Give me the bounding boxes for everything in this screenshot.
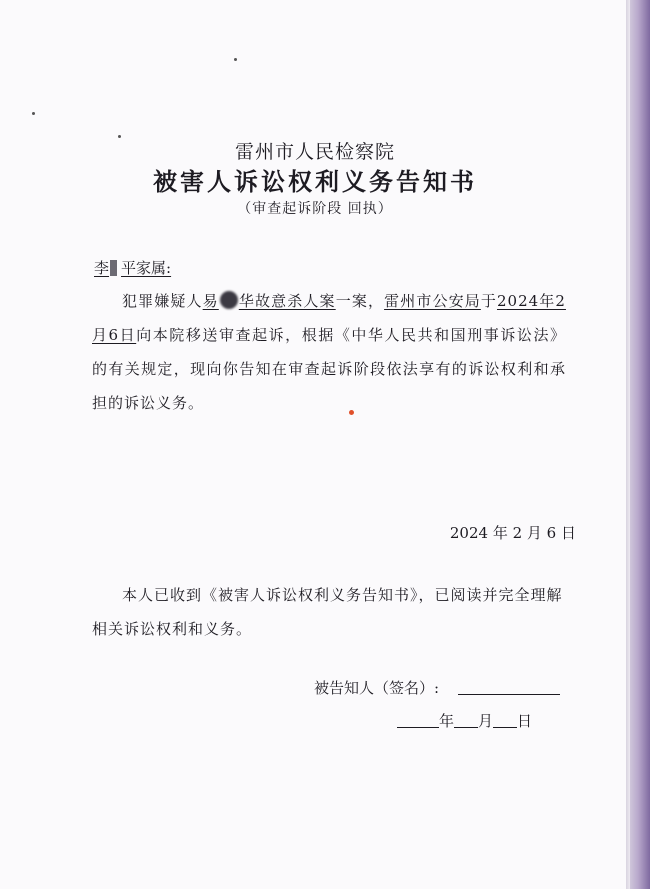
day-field[interactable] [493,713,517,728]
day-label: 日 [517,712,533,730]
signature-field[interactable] [458,694,560,695]
addressee [94,257,171,278]
transfer-date: 2024年2月6日 [92,292,566,344]
body-text: 一案， [335,292,385,310]
year-field[interactable] [397,713,439,728]
signature-label: 被告知人（签名）: [314,679,440,697]
month-label: 月 [478,712,494,730]
scan-speck [234,58,237,61]
body-text: 向本院移送审查起诉，根据《中华人民共和国刑事诉讼法》的有关规定，现向你告知在审查起诉阶段依法享有的诉讼权利和承担的诉讼义务。 [92,326,566,412]
signature-date [397,710,532,731]
case-name-prefix: 易 [202,292,219,310]
case-name-suffix: 华故意杀人案 [238,292,336,310]
scan-speck [32,112,35,115]
redaction-mark [110,260,117,276]
scan-edge-strip [630,0,650,889]
year-label: 年 [439,712,455,730]
addressee-name-prefix: 李 [94,259,110,277]
body-text: 于 [480,292,497,310]
document-subtitle: （审查起诉阶段 回执） [237,201,393,217]
body-text: 犯罪嫌疑人 [122,292,203,310]
agency-name: 雷州市公安局 [384,292,481,310]
addressee-name-suffix: 平家属: [121,259,172,277]
month-field[interactable] [454,713,478,728]
redaction-mark [220,291,238,309]
organization-name: 雷州市人民检察院 [234,141,395,163]
notice-paragraph [92,284,566,420]
acknowledgement-paragraph: 本人已收到《被害人诉讼权利义务告知书》，已阅读并完全理解相关诉讼权利和义务。 [92,586,563,638]
document-title: 被害人诉讼权利义务告知书 [153,167,477,196]
issue-date: 2024 年 2 月 6 日 [449,524,576,542]
